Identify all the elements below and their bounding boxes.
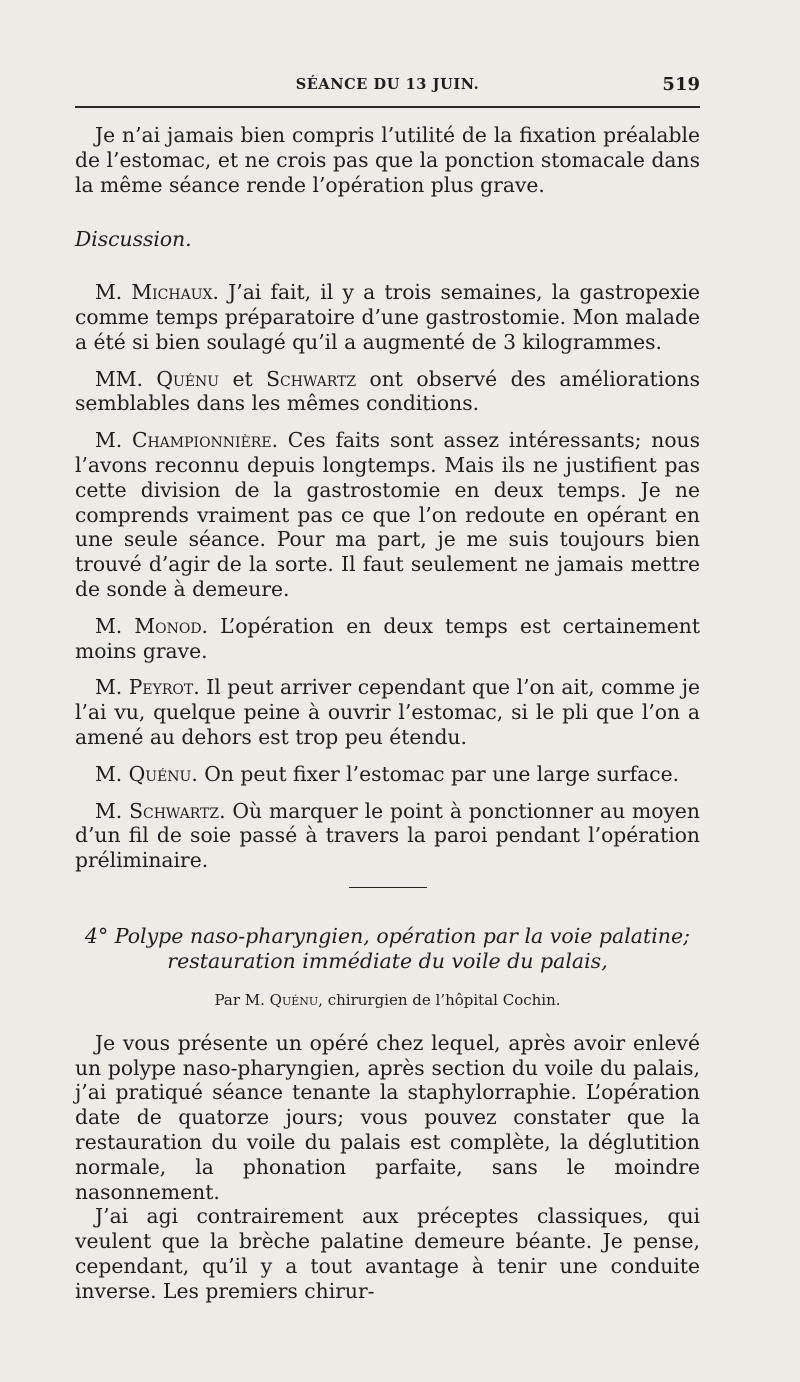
paragraph-text: ont observé des améliorations semblables dans les mêmes conditions. — [75, 366, 700, 416]
page-header — [75, 76, 700, 100]
header-rule — [75, 106, 700, 108]
article-title-line-2: restauration immédiate du voile du palais, — [167, 948, 608, 973]
speaker-name: Quénu — [156, 366, 220, 391]
paragraph-peyrot — [75, 675, 700, 749]
paragraph-michaux — [75, 280, 700, 354]
article-byline — [75, 988, 700, 1013]
speaker-name: M. Michaux. — [95, 280, 219, 305]
page-number: 519 — [662, 74, 700, 95]
paragraph-article-2: J’ai agi contrairement aux préceptes classiques, qui veulent que la brèche palatine demeure béante. Je pense, cependant, qu’il y a tout avantage à tenir une conduite inverse. Les premiers chirur- — [75, 1204, 700, 1303]
speaker-name: M. Monod. — [95, 613, 208, 638]
paragraph-text: On peut fixer l’estomac par une large surface. — [197, 761, 680, 786]
running-title: SÉANCE DU 13 JUIN. — [295, 76, 480, 93]
section-divider — [349, 887, 427, 888]
speaker-name: M. Quénu. — [95, 761, 198, 786]
byline-suffix: , chirurgien de l’hôpital Cochin. — [318, 990, 561, 1009]
paragraph-text: Où marquer le point à ponctionner au moyen d’un fil de soie passé à travers la paroi pendant l’opération préliminaire. — [75, 798, 700, 873]
paragraph-schwartz — [75, 799, 700, 873]
page-body — [75, 123, 700, 1303]
speaker-prefix: MM. — [95, 366, 157, 391]
article-title-line-1: 4° Polype naso-pharyngien, opération par la voie palatine; — [84, 923, 691, 948]
paragraph-text: Ces faits sont assez intéressants; nous l’avons reconnu depuis longtemps. Mais ils ne justifient pas cette division de la gastrostomie en deux temps. Je ne comprends vraiment pas ce que l’on redoute en opérant en une seule séance. Pour ma part, je me suis toujours bien trouvé d’agir de la sorte. Il faut seulement ne jamais mettre de sonde à demeure. — [75, 428, 701, 601]
speaker-conjunction: et — [219, 366, 267, 391]
paragraph-text: L’opération en deux temps est certainement moins grave. — [75, 613, 700, 663]
paragraph-text: Il peut arriver cependant que l’on ait, comme je l’ai vu, quelque peine à ouvrir l’estomac, si le pli que l’on a amené au dehors est trop peu étendu. — [75, 675, 700, 749]
speaker-name: M. Championnière. — [95, 428, 279, 453]
speaker-name: M. Peyrot. — [95, 675, 200, 700]
section-heading-discussion: Discussion. — [75, 227, 192, 252]
byline-author: Quénu — [269, 990, 319, 1009]
paragraph-monod — [75, 614, 700, 664]
speaker-name: M. Schwartz. — [95, 798, 226, 823]
paragraph-article-1: Je vous présente un opéré chez lequel, après avoir enlevé un polype naso-pharyngien, après section du voile du palais, j’ai pratiqué séance tenante la staphylorraphie. L’opération date de quatorze jours; vous pouvez constater que la restauration du voile du palais est complète, la déglutition normale, la phonation parfaite, sans le moindre nasonnement. — [75, 1030, 700, 1204]
speaker-name: Schwartz — [266, 366, 357, 391]
paragraph-text: J’ai fait, il y a trois semaines, la gastropexie comme temps préparatoire d’une gastrostomie. Mon malade a été si bien soulagé qu’il a augmenté de 3 kilogrammes. — [75, 280, 701, 354]
paragraph-intro: Je n’ai jamais bien compris l’utilité de la fixation préalable de l’estomac, et ne crois pas que la ponction stomacale dans la même séance rende l’opération plus grave. — [75, 123, 700, 197]
byline-prefix: Par M. — [214, 990, 270, 1009]
paragraph-championniere — [75, 428, 700, 602]
paragraph-quenu — [75, 762, 700, 787]
paragraph-quenu-schwartz — [75, 367, 700, 417]
